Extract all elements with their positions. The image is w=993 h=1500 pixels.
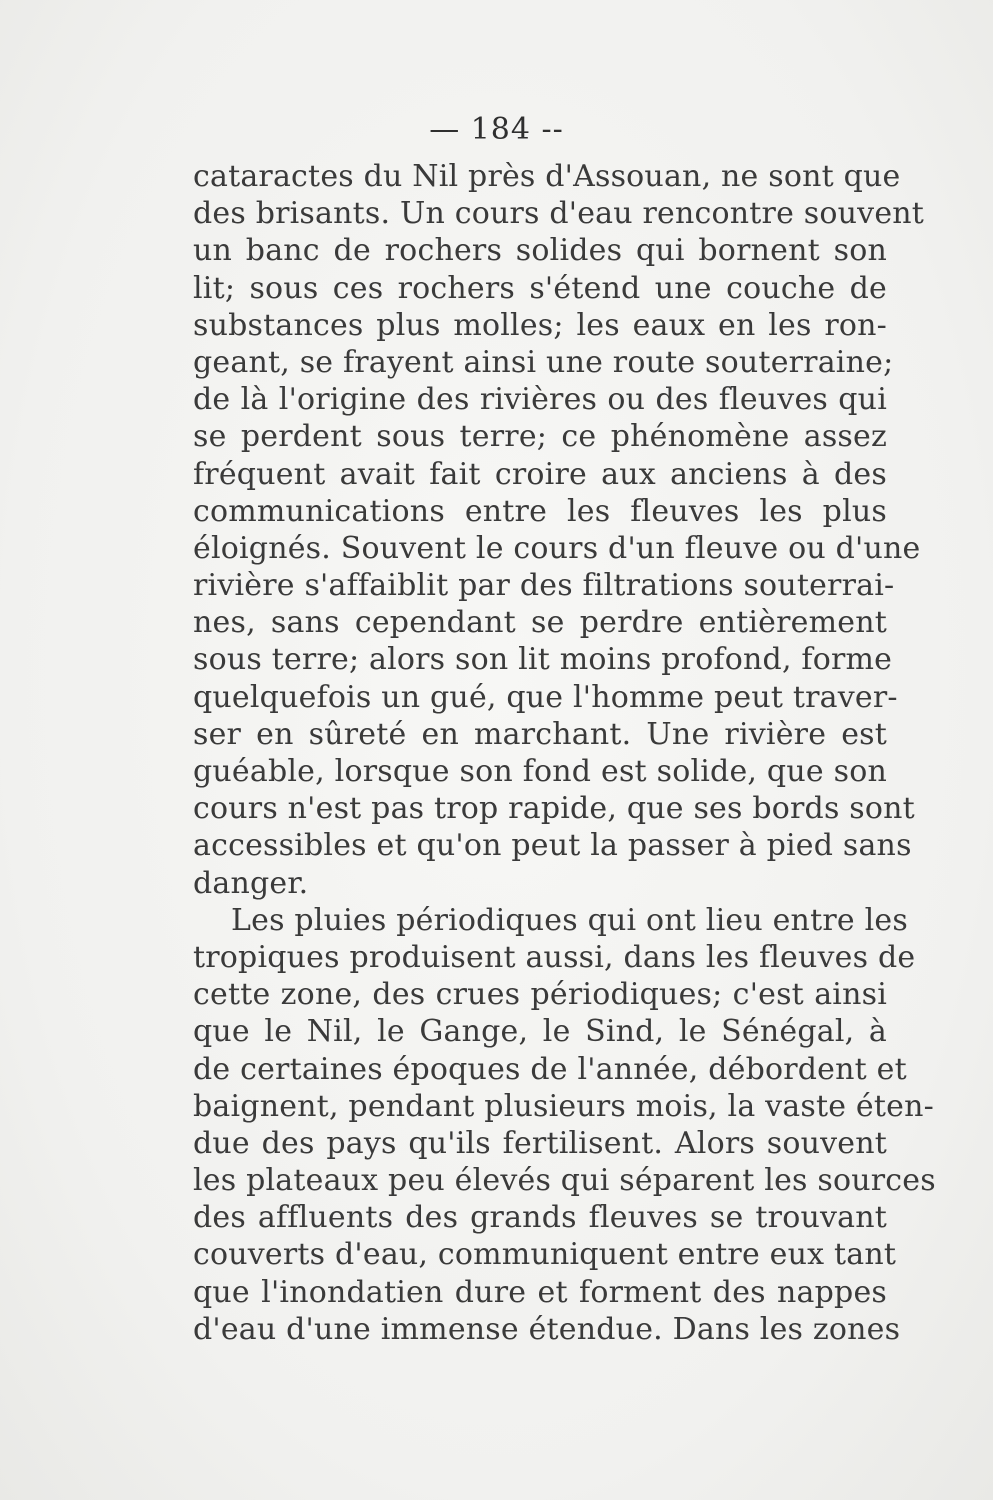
text-line: des brisants. Un cours d'eau rencontre souvent (193, 196, 925, 232)
text-line: cours n'est pas trop rapide, que ses bords sont (193, 791, 915, 827)
text-line: baignent, pendant plusieurs mois, la vaste éten- (193, 1088, 934, 1124)
body-text (193, 158, 936, 1348)
text-line: nes, sans cependant se perdre entièrement (193, 605, 887, 641)
text-line: communications entre les fleuves les plus (193, 493, 887, 529)
text-line: lit; sous ces rochers s'étend une couche de (193, 270, 887, 306)
page-number: — 184 -- (429, 112, 564, 147)
text-line: guéable, lorsque son fond est solide, que son (193, 754, 887, 789)
text-line: ser en sûreté en marchant. Une rivière est (193, 716, 887, 752)
text-line: tropiques produisent aussi, dans les fleuves de (193, 939, 916, 975)
text-line: substances plus molles; les eaux en les ron- (193, 307, 887, 343)
text-line: des affluents des grands fleuves se trouvant (193, 1200, 887, 1236)
text-line: cette zone, des crues périodiques; c'est ainsi (193, 977, 887, 1013)
text-line: quelquefois un gué, que l'homme peut traver- (193, 679, 898, 715)
text-line: se perdent sous terre; ce phénomène assez (193, 419, 887, 455)
paragraph-1 (193, 158, 925, 902)
paragraph-2 (193, 902, 936, 1348)
text-line: fréquent avait fait croire aux anciens à des (193, 456, 887, 492)
text-line: que l'inondatien dure et forment des nappes (193, 1274, 887, 1310)
text-line: due des pays qu'ils fertilisent. Alors souvent (193, 1125, 887, 1161)
text-line: geant, se frayent ainsi une route souterraine; (193, 344, 894, 380)
text-line: les plateaux peu élevés qui séparent les sources (193, 1163, 936, 1199)
text-line: Les pluies périodiques qui ont lieu entre les (231, 902, 908, 938)
text-line: danger. (193, 865, 309, 901)
text-line: cataractes du Nil près d'Assouan, ne sont que (193, 159, 901, 194)
text-line: sous terre; alors son lit moins profond, forme (193, 642, 893, 678)
text-line: un banc de rochers solides qui bornent son (193, 233, 887, 269)
text-line: rivière s'affaiblit par des filtrations souterrai- (193, 568, 895, 604)
text-line: de certaines époques de l'année, débordent et (193, 1051, 907, 1087)
text-line: que le Nil, le Gange, le Sind, le Sénégal, à (193, 1014, 887, 1050)
text-line: de là l'origine des rivières ou des fleuves qui (193, 382, 887, 418)
text-line: éloignés. Souvent le cours d'un fleuve ou d'une (193, 530, 921, 566)
text-line: couverts d'eau, communiquent entre eux tant (193, 1237, 897, 1273)
text-line: accessibles et qu'on peut la passer à pied sans (193, 828, 912, 864)
text-line: d'eau d'une immense étendue. Dans les zones (193, 1311, 901, 1347)
